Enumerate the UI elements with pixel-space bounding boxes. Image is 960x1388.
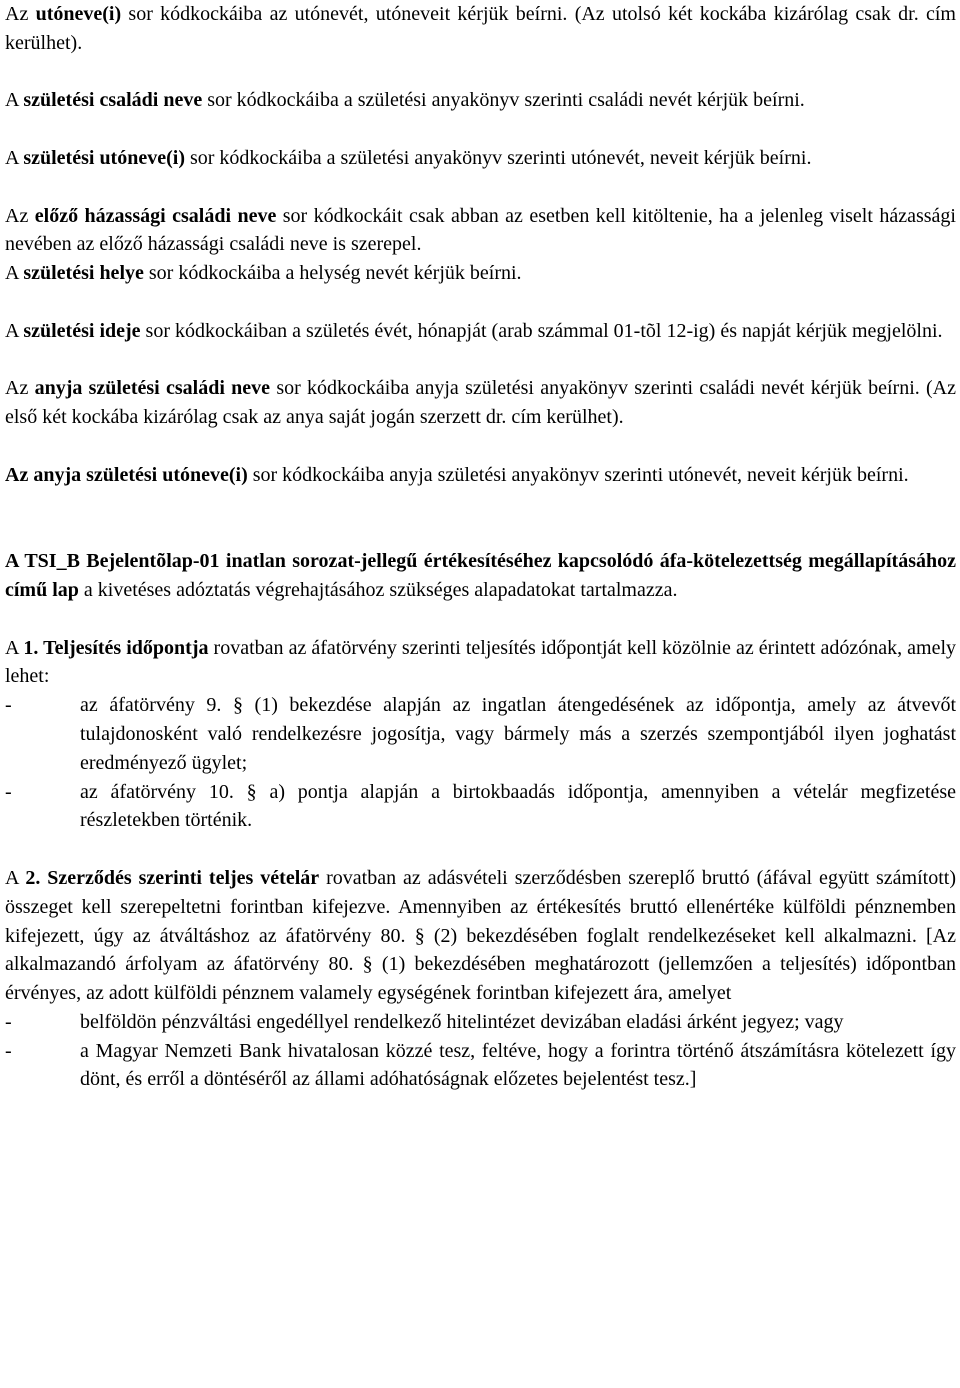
term-teljesites-idopontja: 1. Teljesítés időpontja bbox=[23, 636, 209, 659]
paragraph-anyja-utoneve: Az anyja születési utóneve(i) sor kódkockáiba anyja születési anyakönyv szerinti utónevét, neveit kérjük beírni. bbox=[5, 463, 909, 486]
term-teljes-vetelar: 2. Szerződés szerinti teljes vételár bbox=[25, 866, 320, 889]
paragraph-szuletesi-csaladi-neve: A születési családi neve sor kódkockáiba a születési anyakönyv szerinti családi nevét kérjük beírni. bbox=[5, 89, 805, 112]
paragraph-szuletesi-utoneve: A születési utóneve(i) sor kódkockáiba a születési anyakönyv szerinti utónevét, neveit kérjük beírni. bbox=[5, 146, 812, 169]
paragraph-tsi-b-intro: A TSI_B Bejelentõlap-01 inatlan sorozat-jellegű értékesítéséhez kapcsolódó áfa-kötelezettség megállapításához című lap a kivetéses adóztatás végrehajtásához szükséges alapadatokat tartalmazza. bbox=[5, 550, 956, 601]
paragraph-szuletesi-ideje: A születési ideje sor kódkockáiban a születés évét, hónapját (arab számmal 01-tõl 12-ig) és napját kérjük megjelölni. bbox=[5, 319, 943, 342]
list-item: - az áfatörvény 9. § (1) bekezdése alapján az ingatlan átengedésének az időpontja, amely az átvevőt tulajdonosként való rendelkezésre jogosítja, vagy bármely más a szerzés szempontjából ilyen joghatást eredményező ügylet; bbox=[5, 691, 956, 777]
dash-bullet: - bbox=[5, 1039, 12, 1062]
dash-bullet: - bbox=[5, 780, 12, 803]
list-item: - a Magyar Nemzeti Bank hivatalosan közzé tesz, feltéve, hogy a forintra történő átszámításra kötelezett így dönt, és erről a döntéséről az állami adóhatóságnak előzetes bejelentést tesz.] bbox=[5, 1037, 956, 1095]
term-anyja-csaladi-neve: anyja születési családi neve bbox=[34, 377, 271, 400]
term-utoneve: utóneve(i) bbox=[35, 3, 122, 25]
term-szuletesi-utoneve: születési utóneve(i) bbox=[23, 146, 185, 169]
paragraph-anyja-csaladi-neve: Az anyja születési családi neve sor kódkockáiba anyja születési anyakönyv szerinti családi nevét kérjük beírni. (Az első két kockába kizárólag csak az anya saját jogán szerzett dr. cím kerülhet). bbox=[5, 377, 956, 429]
paragraph-elozo-hazassagi-neve: Az előző házassági családi neve sor kódkockáit csak abban az esetben kell kitöltenie, ha a jelenleg viselt házassági nevében az előző házassági családi neve is szerepel. bbox=[5, 204, 956, 256]
paragraph-utoneve: Az utóneve(i) sor kódkockáiba az utónevét, utóneveit kérjük beírni. (Az utolsó két kockába kizárólag csak dr. cím kerülhet). bbox=[5, 3, 956, 54]
paragraph-teljes-vetelar: A 2. Szerződés szerinti teljes vételár rovatban az adásvételi szerződésben szereplő bruttó (áfával együtt számított) összeget kell szerepeltetni forintban kifejezve. Amennyiben az értékesítés bruttó ellenértéke külföldi pénznemben kifejezett, úgy az átváltáshoz az áfatörvény 80. § (2) bekezdésében foglalt rendelkezéseket kell alkalmazni. [Az alkalmazandó árfolyam az áfatörvény 80. § (1) bekezdésében meghatározott (jellemzően a teljesítés) időpontban érvényes, az adott külföldi pénznem valamely egységének forintban kifejezett ára, amelyet bbox=[5, 866, 956, 1005]
list-teljesites-esetek bbox=[5, 691, 956, 835]
list-item: - az áfatörvény 10. § a) pontja alapján a birtokbaadás időpontja, amennyiben a vételár megfizetése részletekben történik. bbox=[5, 778, 956, 836]
term-anyja-utoneve: Az anyja születési utóneve(i) bbox=[5, 463, 248, 486]
paragraph-teljesites-idopontja: A 1. Teljesítés időpontja rovatban az áfatörvény szerinti teljesítés időpontját kell közölnie az érintett adózónak, amely lehet: bbox=[5, 636, 956, 688]
term-elozo-hazassagi-neve: előző házassági családi neve bbox=[34, 204, 277, 227]
term-szuletesi-ideje: születési ideje bbox=[23, 319, 141, 342]
list-arfolyam-forrasok bbox=[5, 1008, 956, 1094]
term-tsi-b-lap: A TSI_B Bejelentõlap-01 inatlan sorozat-jellegű értékesítéséhez kapcsolódó áfa-kötelezettség megállapításához című lap bbox=[5, 550, 956, 601]
term-szuletesi-helye: születési helye bbox=[23, 262, 144, 285]
term-szuletesi-csaladi-neve: születési családi neve bbox=[23, 89, 203, 112]
list-item: - belföldön pénzváltási engedéllyel rendelkező hitelintézet devizában eladási árként jegyez; vagy bbox=[5, 1008, 956, 1037]
dash-bullet: - bbox=[5, 694, 12, 717]
dash-bullet: - bbox=[5, 1010, 12, 1033]
paragraph-szuletesi-helye: A születési helye sor kódkockáiba a helység nevét kérjük beírni. bbox=[5, 262, 522, 285]
